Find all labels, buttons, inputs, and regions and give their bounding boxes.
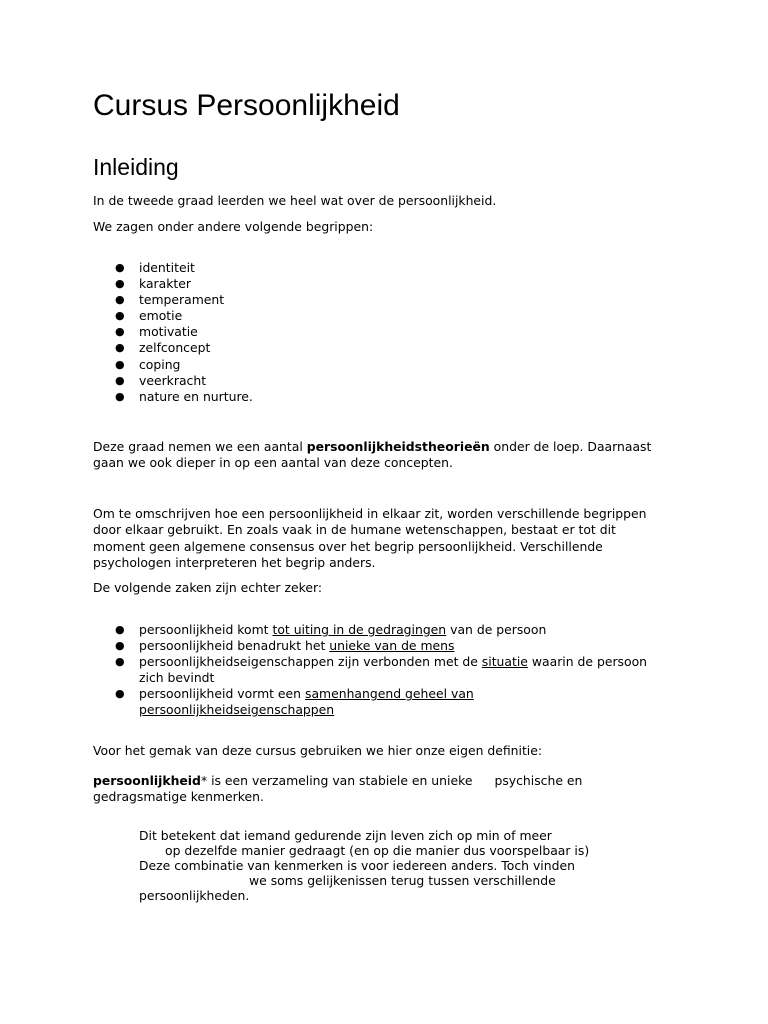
- item-underlined-text-line-2: persoonlijkheidseigenschappen: [139, 702, 335, 718]
- list-item: [93, 638, 647, 654]
- intro-paragraph-2: We zagen onder andere volgende begrippen:: [93, 219, 374, 234]
- item-underlined-text: unieke van de mens: [329, 638, 455, 654]
- bullet-icon: ●: [115, 639, 125, 653]
- theories-paragraph: [93, 439, 693, 472]
- explanation-line-4: we soms gelijkenissen terug tussen verschillende: [249, 873, 556, 888]
- list-item-label: coping: [139, 356, 181, 372]
- list-item: [93, 260, 253, 276]
- definition-paragraph: [93, 773, 693, 806]
- bullet-icon: ●: [115, 309, 125, 323]
- certain-list: [93, 622, 647, 719]
- list-item: [93, 292, 253, 308]
- item-text-before: persoonlijkheidseigenschappen zijn verbonden met de: [139, 654, 482, 670]
- bullet-icon: ●: [115, 655, 125, 669]
- item-text-line-2: zich bevindt: [139, 670, 215, 686]
- list-item: [93, 686, 647, 718]
- consensus-line: psychologen interpreteren het begrip anders.: [93, 554, 376, 570]
- bullet-icon: ●: [115, 277, 125, 291]
- explanation-line-5: persoonlijkheden.: [139, 888, 250, 903]
- list-item: [93, 324, 253, 340]
- explanation-line-3: Deze combinatie van kenmerken is voor iedereen anders. Toch vinden: [139, 858, 575, 873]
- item-underlined-text: samenhangend geheel van: [304, 686, 474, 702]
- item-text-before: persoonlijkheid vormt een: [139, 686, 305, 702]
- consensus-line: door elkaar gebruikt. En zoals vaak in de humane wetenschappen, bestaat er tot dit: [93, 522, 616, 538]
- definition-term: persoonlijkheid: [93, 773, 201, 788]
- bullet-icon: ●: [115, 325, 125, 339]
- explanation-line-2: op dezelfde manier gedraagt (en op die manier dus voorspelbaar is): [165, 843, 590, 858]
- list-item: [93, 622, 647, 638]
- concepts-list: [93, 260, 253, 405]
- theories-bold-term: persoonlijkheidstheorieën: [306, 439, 490, 454]
- explanation-line-1: Dit betekent dat iemand gedurende zijn leven zich op min of meer: [139, 828, 552, 843]
- list-item-label: identiteit: [139, 260, 195, 275]
- item-underlined-text: tot uiting in de gedragingen: [272, 622, 447, 637]
- list-item-label: temperament: [139, 292, 225, 308]
- theories-text-before: Deze graad nemen we een aantal: [93, 439, 307, 454]
- bullet-icon: ●: [115, 293, 125, 307]
- list-item-label: nature en nurture.: [139, 388, 253, 404]
- intro-paragraph-1: In de tweede graad leerden we heel wat over de persoonlijkheid.: [93, 193, 497, 208]
- theories-line-1: [93, 439, 693, 455]
- list-item-label: emotie: [139, 308, 183, 324]
- definition-line-1: [93, 773, 693, 789]
- definition-intro: Voor het gemak van deze cursus gebruiken we hier onze eigen definitie:: [93, 743, 543, 758]
- item-text-after: waarin de persoon: [527, 654, 648, 670]
- definition-text: is een verzameling van stabiele en unieke: [207, 773, 473, 788]
- bullet-icon: ●: [115, 389, 125, 403]
- definition-text-2: psychische en: [494, 773, 583, 788]
- consensus-line: Om te omschrijven hoe een persoonlijkheid in elkaar zit, worden verschillende begrippen: [93, 506, 647, 521]
- list-item: [93, 373, 253, 389]
- consensus-paragraph: [93, 506, 693, 571]
- bullet-icon: ●: [115, 687, 125, 701]
- item-text-after: van de persoon: [446, 622, 547, 637]
- consensus-line: moment geen algemene consensus over het begrip persoonlijkheid. Verschillende: [93, 538, 603, 554]
- list-item: [93, 340, 253, 356]
- list-item: [93, 654, 647, 686]
- list-item-label: motivatie: [139, 324, 198, 340]
- definition-asterisk: *: [200, 773, 208, 788]
- bullet-icon: ●: [115, 341, 125, 355]
- document-title: Cursus Persoonlijkheid: [93, 89, 400, 122]
- theories-line-2: gaan we ook dieper in op een aantal van deze concepten.: [93, 455, 453, 471]
- certain-intro: De volgende zaken zijn echter zeker:: [93, 580, 322, 595]
- theories-text-after: onder de loep. Daarnaast: [489, 439, 652, 454]
- bullet-icon: ●: [115, 623, 125, 636]
- list-item: [93, 276, 253, 292]
- list-item: [93, 389, 253, 405]
- list-item: [93, 357, 253, 373]
- list-item-label: veerkracht: [139, 372, 207, 388]
- section-heading-inleiding: Inleiding: [93, 154, 179, 180]
- item-text-before: persoonlijkheid komt: [139, 622, 273, 637]
- item-text-before: persoonlijkheid benadrukt het: [139, 638, 330, 654]
- list-item-label: karakter: [139, 276, 191, 292]
- list-item-label: zelfconcept: [139, 340, 211, 356]
- bullet-icon: ●: [115, 261, 125, 274]
- definition-line-2: gedragsmatige kenmerken.: [93, 789, 264, 805]
- bullet-icon: ●: [115, 357, 125, 371]
- item-underlined-text: situatie: [481, 654, 528, 670]
- list-item: [93, 308, 253, 324]
- bullet-icon: ●: [115, 373, 125, 387]
